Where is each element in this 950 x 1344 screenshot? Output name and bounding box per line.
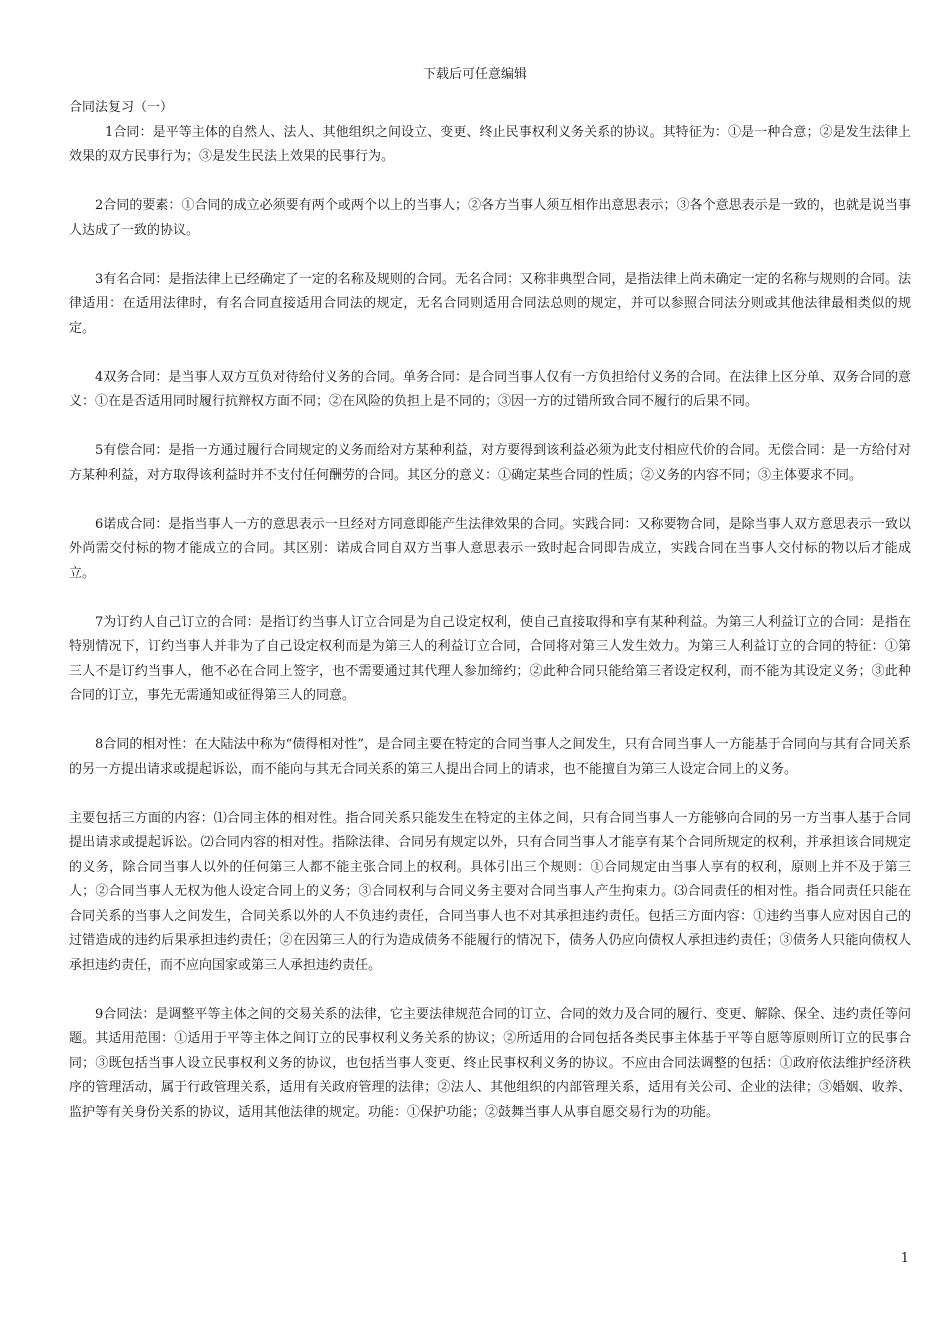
page-number: 1 xyxy=(900,1251,909,1266)
paragraph-5: 5有偿合同：是指一方通过履行合同规定的义务而给对方某种利益，对方要得到该利益必须为此支付相应代价的合同。无偿合同：是一方给付对方某种利益，对方取得该利益时并不支付任何酬劳的合同。其区分的意义：①确定某些合同的性质；②义务的内容不同；③主体要求不同。 xyxy=(69,443,911,483)
paragraph-7: 7为订约人自己订立的合同：是指订约当事人订立合同是为自己设定权利，使自己直接取得和享有某种利益。为第三人利益订立的合同：是指在特别情况下，订约当事人并非为了自己设定权利而是为第三人的利益订立合同，合同将对第三人发生效力。为第三人利益订立的合同的特征：①第三人不是订约当事人，他不必在合同上签字，也不需要通过其代理人参加缔约；②此种合同只能给第三者设定权利，而不能为其设定义务；③此种合同的订立，事先无需通知或征得第三人的同意。 xyxy=(69,614,911,703)
paragraph-3: 3有名合同：是指法律上已经确定了一定的名称及规则的合同。无名合同：又称非典型合同，是指法律上尚未确定一定的名称与规则的合同。法律适用：在适用法律时，有名合同直接适用合同法的规定，无名合同则适用合同法总则的规定，并可以参照合同法分则或其他法律最相类似的规定。 xyxy=(69,271,911,336)
paragraph-8: 8合同的相对性：在大陆法中称为“债得相对性”，是合同主要在特定的合同当事人之间发生，只有合同当事人一方能基于合同向与其有合同关系的另一方提出请求或提起诉讼，而不能向与其无合同关系的第三人提出合同上的请求，也不能擅自为第三人设定合同上的义务。 xyxy=(69,737,911,777)
paragraph-1: 1合同：是平等主体的自然人、法人、其他组织之间设立、变更、终止民事权利义务关系的协议。其特征为：①是一种合意；②是发生法律上效果的双方民事行为；③是发生民法上效果的民事行为。 xyxy=(69,124,911,164)
paragraph-2: 2合同的要素：①合同的成立必须要有两个或两个以上的当事人；②各方当事人须互相作出意思表示；③各个意思表示是一致的，也就是说当事人达成了一致的协议。 xyxy=(69,198,911,238)
document-title: 合同法复习（一） xyxy=(69,100,174,115)
paragraph-4: 4双务合同：是当事人双方互负对待给付义务的合同。单务合同：是合同当事人仅有一方负担给付义务的合同。在法律上区分单、双务合同的意义：①在是否适用同时履行抗辩权方面不同；②在风险的负担上是不同的；③因一方的过错所致合同不履行的后果不同。 xyxy=(69,369,911,409)
paragraph-6: 6诺成合同：是指当事人一方的意思表示一旦经对方同意即能产生法律效果的合同。实践合同：又称要物合同，是除当事人双方意思表示一致以外尚需交付标的物才能成立的合同。其区别：诺成合同自双方当事人意思表示一致时起合同即告成立，实践合同在当事人交付标的物以后才能成立。 xyxy=(69,516,911,581)
paragraph-8-detail: 主要包括三方面的内容：⑴合同主体的相对性。指合同关系只能发生在特定的主体之间，只有合同当事人一方能够向合同的另一方当事人基于合同提出请求或提起诉讼。⑵合同内容的相对性。指除法律、合同另有规定以外，只有合同当事人才能享有某个合同所规定的权利，并承担该合同规定的义务，除合同当事人以外的任何第三人都不能主张合同上的权利。具体引出三个规则：①合同规定由当事人享有的权利，原则上并不及于第三人；②合同当事人无权为他人设定合同上的义务；③合同权利与合同义务主要对合同当事人产生拘束力。⑶合同责任的相对性。指合同责任只能在合同关系的当事人之间发生，合同关系以外的人不负违约责任，合同当事人也不对其承担违约责任。包括三方面内容：①违约当事人应对因自己的过错造成的违约后果承担违约责任；②在因第三人的行为造成债务不能履行的情况下，债务人仍应向债权人承担违约责任；③债务人只能向债权人承担违约责任，而不应向国家或第三人承担违约责任。 xyxy=(69,810,911,973)
paragraph-9: 9合同法：是调整平等主体之间的交易关系的法律，它主要法律规范合同的订立、合同的效力及合同的履行、变更、解除、保全、违约责任等问题。其适用范围：①适用于平等主体之间订立的民事权利义务关系的协议；②所适用的合同包括各类民事主体基于平等自愿等原则所订立的民事合同；③既包括当事人设立民事权利义务的协议，也包括当事人变更、终止民事权利义务的协议。不应由合同法调整的包括：①政府依法维护经济秩序的管理活动，属于行政管理关系，适用有关政府管理的法律；②法人、其他组织的内部管理关系，适用有关公司、企业的法律；③婚姻、收养、监护等有关身份关系的协议，适用其他法律的规定。功能：①保护功能；②鼓舞当事人从事自愿交易行为的功能。 xyxy=(69,1006,911,1120)
page-header: 下载后可任意编辑 xyxy=(422,67,527,82)
document-body xyxy=(69,96,911,1125)
